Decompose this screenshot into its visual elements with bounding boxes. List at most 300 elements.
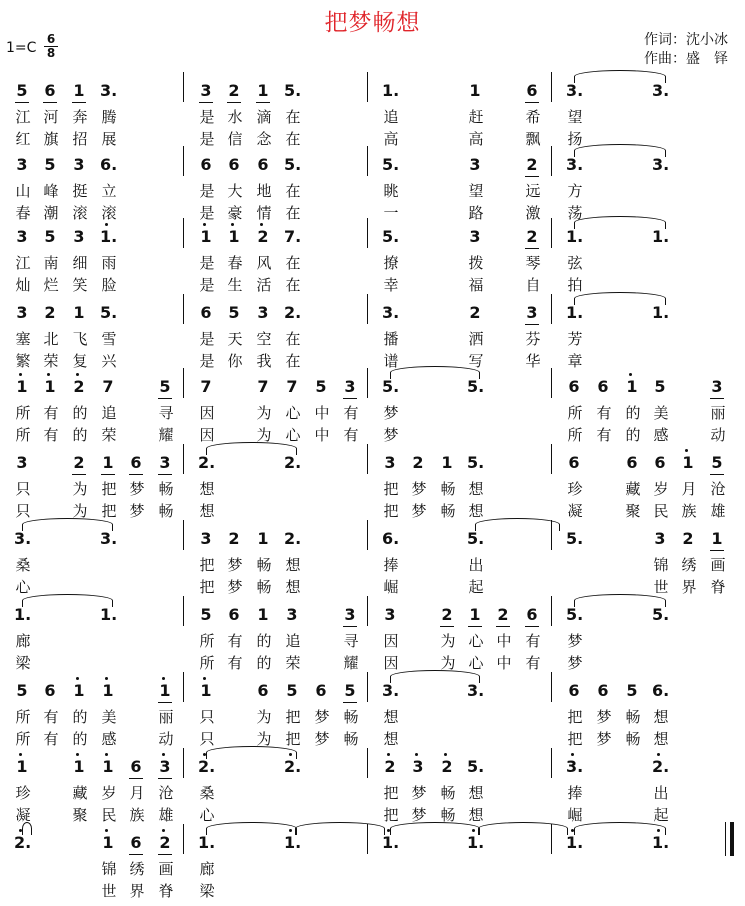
note: 1 (14, 378, 30, 396)
lyric-verse-1: 方 (567, 182, 583, 200)
note: 5. (652, 605, 670, 624)
lyric-verse-1: 美 (101, 708, 117, 726)
lyric-verse-1: 雪 (101, 330, 117, 348)
tie-slur (295, 822, 385, 835)
note: 5. (467, 377, 485, 396)
note: 1. (566, 833, 584, 852)
barline (551, 218, 552, 248)
note: 5 (315, 377, 327, 396)
lyric-verse-2: 信 (227, 130, 243, 148)
lyric-verse-1: 河 (43, 108, 59, 126)
lyric-verse-1: 心 (285, 404, 301, 422)
lyric-verse-2: 拍 (567, 276, 583, 294)
note: 2 (71, 378, 87, 396)
barline (367, 596, 368, 626)
lyric-verse-2: 凝 (567, 502, 583, 520)
note: 3 (16, 453, 28, 472)
lyric-verse-2: 扬 (567, 130, 583, 148)
lyric-verse-2: 耀 (158, 426, 174, 444)
lyric-verse-2: 脊 (710, 578, 726, 596)
lyric-verse-1: 寻 (343, 632, 359, 650)
note: 3 (342, 606, 358, 624)
note: 3 (198, 82, 214, 100)
note: 6 (626, 453, 638, 472)
note: 1 (257, 529, 269, 548)
lyric-verse-1: 腾 (101, 108, 117, 126)
lyric-verse-1: 画 (710, 556, 726, 574)
lyric-verse-2: 有 (343, 426, 359, 444)
lyric-verse-2: 荣 (285, 654, 301, 672)
lyric-verse-2: 梦 (383, 426, 399, 444)
lyric-verse-2: 有 (227, 654, 243, 672)
lyric-verse-1: 岁 (101, 784, 117, 802)
lyric-verse-1: 美 (653, 404, 669, 422)
note: 2 (71, 454, 87, 472)
lyric-verse-1: 想 (653, 708, 669, 726)
lyric-verse-1: 把 (199, 556, 215, 574)
score-system-8 (0, 602, 745, 678)
note: 5. (467, 529, 485, 548)
barline (551, 368, 552, 398)
note: 5 (626, 681, 638, 700)
note: 2 (157, 834, 173, 852)
note: 2. (14, 833, 32, 852)
note: 3. (467, 681, 485, 700)
barline (367, 294, 368, 324)
note: 3 (524, 304, 540, 322)
note: 6 (568, 453, 580, 472)
note: 1 (42, 378, 58, 396)
barline (183, 146, 184, 176)
barline (183, 520, 184, 550)
lyric-verse-1: 弦 (567, 254, 583, 272)
note: 3 (384, 605, 396, 624)
barline (367, 72, 368, 102)
note: 5. (382, 155, 400, 174)
lyric-verse-2: 雄 (710, 502, 726, 520)
lyric-verse-1: 锦 (101, 860, 117, 878)
note: 6 (597, 681, 609, 700)
lyric-verse-1: 藏 (72, 784, 88, 802)
lyric-verse-2: 因 (199, 426, 215, 444)
lyric-verse-1: 沧 (710, 480, 726, 498)
note: 5 (709, 454, 725, 472)
score-system-10 (0, 754, 745, 830)
lyric-verse-1: 希 (525, 108, 541, 126)
lyric-verse-2: 招 (72, 130, 88, 148)
note: 1 (680, 454, 696, 472)
lyric-verse-1: 眺 (383, 182, 399, 200)
lyric-verse-2: 心 (468, 654, 484, 672)
note: 3 (709, 378, 725, 396)
lyric-verse-1: 远 (525, 182, 541, 200)
lyric-verse-1: 丽 (158, 708, 174, 726)
note: 1 (100, 682, 116, 700)
lyric-verse-1: 所 (15, 708, 31, 726)
barline (551, 596, 552, 626)
lyric-verse-1: 追 (101, 404, 117, 422)
lyric-verse-2: 只 (15, 502, 31, 520)
lyric-verse-2: 是 (199, 352, 215, 370)
time-signature (44, 33, 58, 60)
note: 6 (128, 834, 144, 852)
note: 5 (286, 681, 298, 700)
lyric-verse-2: 展 (101, 130, 117, 148)
note: 1 (100, 834, 116, 852)
lyric-verse-2: 有 (43, 730, 59, 748)
lyric-verse-1: 畅 (625, 708, 641, 726)
barline (183, 596, 184, 626)
lyric-verse-1: 心 (468, 632, 484, 650)
lyric-verse-2: 想 (285, 578, 301, 596)
lyric-verse-2: 民 (101, 806, 117, 824)
note: 5. (566, 529, 584, 548)
lyric-verse-2: 梦 (129, 502, 145, 520)
lyric-verse-1: 想 (468, 480, 484, 498)
lyric-verse-1: 月 (129, 784, 145, 802)
barline (183, 218, 184, 248)
note: 5 (157, 378, 173, 396)
lyric-verse-1: 滴 (256, 108, 272, 126)
note: 2 (495, 606, 511, 624)
credits (644, 31, 728, 69)
note: 1. (382, 81, 400, 100)
lyric-verse-2: 畅 (343, 730, 359, 748)
lyric-verse-2: 在 (285, 352, 301, 370)
note: 2. (284, 303, 302, 322)
lyric-verse-2: 在 (285, 130, 301, 148)
lyric-verse-2: 是 (199, 204, 215, 222)
lyric-verse-2: 我 (256, 352, 272, 370)
lyric-verse-1: 把 (383, 480, 399, 498)
lyric-verse-1: 只 (15, 480, 31, 498)
note: 7 (200, 377, 212, 396)
lyric-verse-2: 族 (681, 502, 697, 520)
note: 5. (100, 303, 118, 322)
lyric-verse-1: 绣 (129, 860, 145, 878)
lyric-verse-1: 珍 (15, 784, 31, 802)
lyric-verse-1: 南 (43, 254, 59, 272)
note: 6 (228, 605, 240, 624)
barline (367, 520, 368, 550)
note: 3 (16, 303, 28, 322)
lyric-verse-1: 梦 (383, 404, 399, 422)
lyric-verse-1: 梦 (129, 480, 145, 498)
lyric-verse-2: 想 (653, 730, 669, 748)
lyric-verse-2: 把 (567, 730, 583, 748)
lyric-verse-2: 高 (468, 130, 484, 148)
tie-slur (478, 822, 568, 835)
note: 5 (342, 682, 358, 700)
lyric-verse-1: 有 (227, 632, 243, 650)
barline (551, 72, 552, 102)
note: 1. (467, 833, 485, 852)
note: 2 (228, 529, 240, 548)
lyric-verse-1: 锦 (653, 556, 669, 574)
lyric-verse-2: 灿 (15, 276, 31, 294)
note: 1 (467, 606, 483, 624)
note: 6 (568, 681, 580, 700)
score-system-6 (0, 450, 745, 526)
note: 3 (16, 155, 28, 174)
note: 3 (410, 758, 426, 776)
barline (367, 748, 368, 778)
note: 3 (157, 758, 173, 776)
note: 6 (42, 82, 58, 100)
lyric-verse-2: 把 (199, 578, 215, 596)
lyric-verse-1: 赶 (468, 108, 484, 126)
lyric-verse-1: 雨 (101, 254, 117, 272)
lyric-verse-1: 梦 (567, 632, 583, 650)
lyric-verse-2: 想 (468, 502, 484, 520)
note: 1 (71, 682, 87, 700)
lyric-verse-1: 天 (227, 330, 243, 348)
lyric-verse-2: 梦 (596, 730, 612, 748)
lyric-verse-1: 有 (596, 404, 612, 422)
barline (183, 72, 184, 102)
lyric-verse-1: 畅 (440, 480, 456, 498)
lyric-verse-2: 耀 (343, 654, 359, 672)
lyric-verse-2: 畅 (256, 578, 272, 596)
score-system-5 (0, 374, 745, 450)
score-system-11 (0, 830, 745, 906)
lyric-verse-2: 畅 (440, 502, 456, 520)
note: 1 (157, 682, 173, 700)
note: 7. (284, 227, 302, 246)
lyric-verse-1: 月 (681, 480, 697, 498)
barline (551, 748, 552, 778)
note: 2 (382, 758, 398, 776)
lyric-verse-2: 中 (496, 654, 512, 672)
lyric-verse-2: 脊 (158, 882, 174, 900)
lyric-verse-2: 的 (72, 730, 88, 748)
barline (551, 672, 552, 702)
note: 1 (198, 682, 214, 700)
lyric-verse-2: 飘 (525, 130, 541, 148)
barline (551, 146, 552, 176)
score-system-3 (0, 224, 745, 300)
note: 5 (14, 82, 30, 100)
lyric-verse-2: 繁 (15, 352, 31, 370)
lyric-verse-2: 聚 (625, 502, 641, 520)
lyric-verse-2: 崛 (567, 806, 583, 824)
lyric-verse-1: 所 (199, 632, 215, 650)
note: 3 (157, 454, 173, 472)
lyric-verse-2: 所 (15, 730, 31, 748)
lyric-verse-2: 界 (681, 578, 697, 596)
note: 2. (284, 453, 302, 472)
note: 3 (469, 227, 481, 246)
lyric-verse-2: 聚 (72, 806, 88, 824)
barline (183, 748, 184, 778)
lyric-verse-2: 华 (525, 352, 541, 370)
time-signature-numerator: 6 (46, 32, 56, 46)
barline (367, 672, 368, 702)
lyric-verse-2: 一 (383, 204, 399, 222)
note: 5. (284, 155, 302, 174)
lyricist-credit: 作词：沈小冰 (644, 32, 728, 48)
lyric-verse-2: 起 (653, 806, 669, 824)
lyric-verse-1: 把 (285, 708, 301, 726)
note: 3. (652, 81, 670, 100)
lyric-verse-2: 的 (256, 654, 272, 672)
lyric-verse-1: 桑 (15, 556, 31, 574)
note: 3 (73, 155, 85, 174)
note: 5 (200, 605, 212, 624)
lyric-verse-2: 想 (199, 502, 215, 520)
lyric-verse-2: 动 (158, 730, 174, 748)
note: 3. (100, 81, 118, 100)
lyric-verse-2: 红 (15, 130, 31, 148)
lyric-verse-1: 梦 (227, 556, 243, 574)
lyric-verse-2: 高 (383, 130, 399, 148)
lyric-verse-2: 荣 (43, 352, 59, 370)
lyric-verse-1: 的 (72, 404, 88, 422)
lyric-verse-1: 水 (227, 108, 243, 126)
lyric-verse-1: 江 (15, 108, 31, 126)
lyric-verse-1: 捧 (383, 556, 399, 574)
note: 1. (14, 605, 32, 624)
lyric-verse-1: 想 (199, 480, 215, 498)
lyric-verse-2: 动 (710, 426, 726, 444)
lyric-verse-2: 脸 (101, 276, 117, 294)
lyric-verse-2: 所 (199, 654, 215, 672)
lyric-verse-2: 的 (625, 426, 641, 444)
lyric-verse-2: 福 (468, 276, 484, 294)
lyric-verse-1: 细 (72, 254, 88, 272)
lyric-verse-1: 出 (653, 784, 669, 802)
note: 2 (226, 82, 242, 100)
note: 6. (100, 155, 118, 174)
lyric-verse-1: 梦 (411, 784, 427, 802)
note: 6 (128, 454, 144, 472)
lyric-verse-2: 为 (440, 654, 456, 672)
lyric-verse-1: 春 (227, 254, 243, 272)
lyric-verse-1: 空 (256, 330, 272, 348)
lyric-verse-2: 路 (468, 204, 484, 222)
note: 6. (382, 529, 400, 548)
lyric-verse-1: 是 (199, 182, 215, 200)
note: 1 (624, 378, 640, 396)
lyric-verse-2: 旗 (43, 130, 59, 148)
lyric-verse-1: 畅 (256, 556, 272, 574)
barline (367, 146, 368, 176)
lyric-verse-1: 畅 (343, 708, 359, 726)
note: 5 (16, 681, 28, 700)
lyric-verse-1: 的 (625, 404, 641, 422)
lyric-verse-2: 畅 (158, 502, 174, 520)
note: 6 (524, 82, 540, 100)
lyric-verse-1: 有 (525, 632, 541, 650)
note: 7 (102, 377, 114, 396)
note: 6 (228, 155, 240, 174)
lyric-verse-1: 想 (383, 708, 399, 726)
lyric-verse-2: 幸 (383, 276, 399, 294)
lyric-verse-1: 有 (43, 404, 59, 422)
lyric-verse-1: 丽 (710, 404, 726, 422)
note: 1 (14, 758, 30, 776)
lyric-verse-2: 兴 (101, 352, 117, 370)
lyric-verse-2: 谱 (383, 352, 399, 370)
lyric-verse-2: 自 (525, 276, 541, 294)
note: 1. (566, 303, 584, 322)
lyric-verse-1: 寻 (158, 404, 174, 422)
note: 1 (709, 530, 725, 548)
lyric-verse-2: 所 (567, 426, 583, 444)
lyric-verse-2: 为 (72, 502, 88, 520)
note: 2 (412, 453, 424, 472)
note: 2 (524, 228, 540, 246)
score-system-4 (0, 300, 745, 376)
note: 6 (257, 155, 269, 174)
note: 1 (100, 758, 116, 776)
lyric-verse-1: 因 (199, 404, 215, 422)
note: 6 (568, 377, 580, 396)
lyric-verse-1: 北 (43, 330, 59, 348)
lyric-verse-2: 是 (199, 276, 215, 294)
barline (183, 824, 184, 854)
barline (367, 218, 368, 248)
note: 1 (441, 453, 453, 472)
note: 3 (257, 303, 269, 322)
lyric-verse-1: 沧 (158, 784, 174, 802)
note: 3 (16, 227, 28, 246)
lyric-verse-1: 为 (72, 480, 88, 498)
lyric-verse-1: 有 (43, 708, 59, 726)
lyric-verse-1: 藏 (625, 480, 641, 498)
lyric-verse-1: 山 (15, 182, 31, 200)
barline (183, 368, 184, 398)
note: 1. (198, 833, 216, 852)
lyric-verse-2: 中 (314, 426, 330, 444)
lyric-verse-1: 岁 (653, 480, 669, 498)
note: 3 (286, 605, 298, 624)
note: 3. (382, 303, 400, 322)
lyric-verse-2: 滚 (72, 204, 88, 222)
note: 1. (100, 227, 118, 246)
score-system-7 (0, 526, 745, 602)
note: 1 (255, 82, 271, 100)
lyric-verse-1: 播 (383, 330, 399, 348)
lyric-verse-2: 把 (383, 502, 399, 520)
lyric-verse-1: 珍 (567, 480, 583, 498)
lyric-verse-2: 心 (15, 578, 31, 596)
lyric-verse-2: 有 (43, 426, 59, 444)
note: 3. (100, 529, 118, 548)
note: 2. (284, 529, 302, 548)
note: 6 (128, 758, 144, 776)
lyric-verse-2: 梁 (199, 882, 215, 900)
lyric-verse-2: 凝 (15, 806, 31, 824)
note: 2 (469, 303, 481, 322)
note: 2. (652, 757, 670, 776)
tie-slur (475, 518, 560, 531)
lyric-verse-1: 只 (199, 708, 215, 726)
lyric-verse-2: 笑 (72, 276, 88, 294)
score-system-1 (0, 78, 745, 154)
lyric-verse-1: 拨 (468, 254, 484, 272)
note: 6 (200, 303, 212, 322)
lyric-verse-2: 感 (653, 426, 669, 444)
lyric-verse-1: 大 (227, 182, 243, 200)
lyric-verse-2: 念 (256, 130, 272, 148)
note: 5. (382, 377, 400, 396)
note: 2 (682, 529, 694, 548)
lyric-verse-1: 的 (256, 632, 272, 650)
lyric-verse-1: 望 (567, 108, 583, 126)
lyric-verse-2: 世 (653, 578, 669, 596)
lyric-verse-2: 只 (199, 730, 215, 748)
